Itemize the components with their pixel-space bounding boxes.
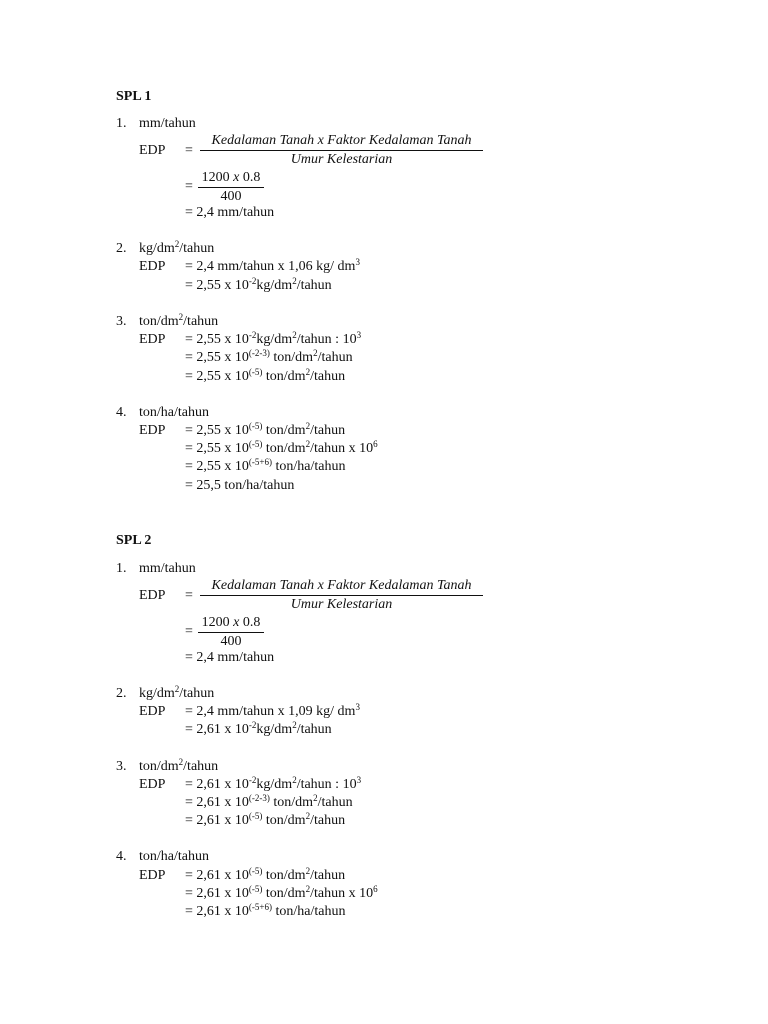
item-unit: ton/ha/tahun [139,849,209,864]
item-unit: ton/$dm^2$/tahun [139,757,219,774]
item-number: 1. [116,561,127,576]
edp-label: EDP [139,868,166,883]
equals-sign: = [185,179,193,194]
calc-line: = 2,55 x $10^{(-2-3)}$ ton/$dm^2$/tahun [185,348,353,365]
result-line: = 2,4 mm/tahun [185,205,275,220]
fraction-values [198,169,264,206]
equals-sign: = [185,624,193,639]
fraction-formula [200,577,483,614]
edp-label: EDP [139,704,166,719]
calc-line: = 2,61 x $10^{-2}kg/dm^2$/tahun : $10^3$ [185,775,362,792]
edp-label: EDP [139,259,166,274]
section-title-spl2: SPL 2 [116,533,152,548]
calc-line: = 2,61 x $10^{-2}kg/dm^2$/tahun [185,720,332,737]
equals-sign: = [185,143,193,158]
calc-line: = 2,61 x $10^{(-5)}$ ton/$dm^2$/tahun x $10^6$ [185,884,378,901]
fraction-values [198,614,264,651]
fraction-numerator: Kedalaman Tanah x Faktor Kedalaman Tanah [211,133,472,148]
result-line: = 2,4 mm/tahun [185,650,275,665]
calc-line: = 2,61 x $10^{(-5)}$ ton/$dm^2$/tahun [185,811,346,828]
edp-label: EDP [139,588,166,603]
fraction-denominator: Umur Kelestarian [290,597,393,612]
calc-line: = 2,55 x $10^{(-5+6)}$ ton/ha/tahun [185,457,346,474]
equals-sign: = [185,588,193,603]
calc-line: = 2,61 x $10^{(-5+6)}$ ton/ha/tahun [185,902,346,919]
item-number: 2. [116,241,127,256]
edp-label: EDP [139,423,166,438]
calc-line: = 2,55 x $10^{-2}kg/dm^2$/tahun [185,276,332,293]
item-unit: $kg/dm^2$/tahun [139,239,215,256]
fraction-denominator: 400 [220,189,242,204]
result-line: = 25,5 ton/ha/tahun [185,478,295,493]
calc-line: = 2,61 x $10^{(-2-3)}$ ton/$dm^2$/tahun [185,793,353,810]
calc-line: = 2,55 x $10^{(-5)}$ ton/$dm^2$/tahun [185,421,346,438]
calc-line: = 2,55 x $10^{(-5)}$ ton/$dm^2$/tahun x $10^6$ [185,439,378,456]
calc-line: = 2,55 x $10^{(-5)}$ ton/$dm^2$/tahun [185,367,346,384]
item-unit: mm/tahun [139,116,196,131]
item-unit: mm/tahun [139,561,196,576]
fraction-numerator: 1200 x 0.8 [201,170,261,185]
item-number: 4. [116,849,127,864]
item-number: 3. [116,314,127,329]
calc-line: = 2,4 mm/tahun x 1,09 kg/ $dm^3$ [185,702,360,719]
calc-line: = 2,61 x $10^{(-5)}$ ton/$dm^2$/tahun [185,866,346,883]
item-number: 1. [116,116,127,131]
item-number: 2. [116,686,127,701]
item-unit: ton/ha/tahun [139,405,209,420]
calc-line: = 2,4 mm/tahun x 1,06 kg/ $dm^3$ [185,257,360,274]
fraction-denominator: Umur Kelestarian [290,152,393,167]
item-unit: ton/$dm^2$/tahun [139,312,219,329]
item-number: 3. [116,759,127,774]
calc-line: = 2,55 x $10^{-2}kg/dm^2$/tahun : $10^3$ [185,330,362,347]
fraction-numerator: 1200 x 0.8 [201,615,261,630]
section-title-spl1: SPL 1 [116,89,152,104]
item-number: 4. [116,405,127,420]
fraction-denominator: 400 [220,634,242,649]
fraction-numerator: Kedalaman Tanah x Faktor Kedalaman Tanah [211,578,472,593]
fraction-formula [200,132,483,169]
item-unit: $kg/dm^2$/tahun [139,684,215,701]
edp-label: EDP [139,332,166,347]
edp-label: EDP [139,143,166,158]
edp-label: EDP [139,777,166,792]
